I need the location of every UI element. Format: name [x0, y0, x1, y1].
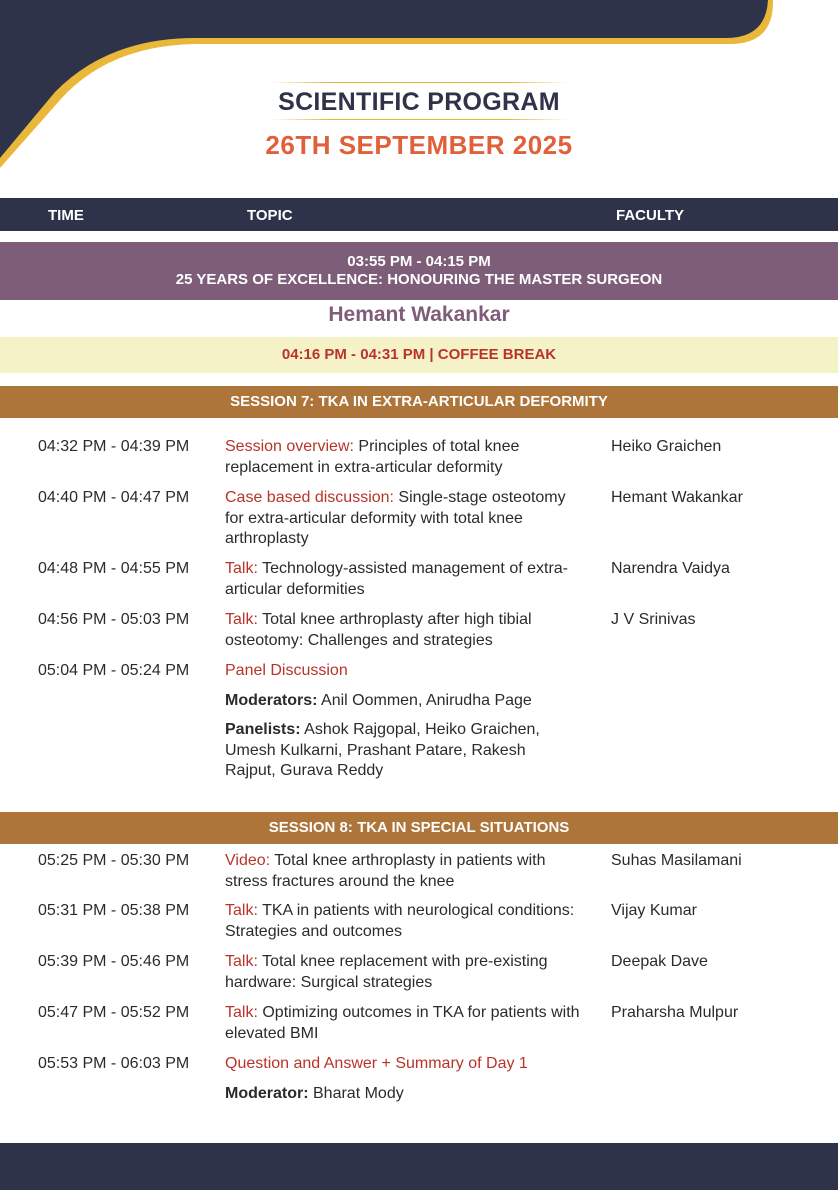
row-time: 05:04 PM - 05:24 PM: [38, 662, 190, 679]
row-time: 04:32 PM - 04:39 PM: [38, 438, 190, 455]
moderators-label: Moderators:: [225, 691, 318, 709]
row-topic: [225, 559, 580, 600]
tribute-title: 25 YEARS OF EXCELLENCE: HONOURING THE MASTER SURGEON: [175, 271, 663, 288]
session-8-header: SESSION 8: TKA IN SPECIAL SITUATIONS: [0, 812, 838, 844]
column-header-topic: TOPIC: [247, 207, 293, 224]
topic-text: Total knee replacement with pre-existing hardware: Surgical strategies: [225, 953, 548, 991]
row-faculty: Narendra Vaidya: [611, 560, 730, 577]
qa-label: Question and Answer + Summary of Day 1: [225, 1055, 528, 1072]
row-faculty: Suhas Masilamani: [611, 852, 742, 869]
topic-type-label: Talk:: [225, 560, 258, 577]
row-time: 04:56 PM - 05:03 PM: [38, 611, 190, 628]
table-header: [0, 198, 838, 231]
coffee-break-banner: 04:16 PM - 04:31 PM | COFFEE BREAK: [0, 337, 838, 373]
row-time: 05:53 PM - 06:03 PM: [38, 1055, 190, 1072]
panel-panelists: [225, 720, 580, 782]
title-rule-bottom: [269, 119, 569, 120]
tribute-time: 03:55 PM - 04:15 PM: [347, 253, 491, 270]
panelists-label: Panelists:: [225, 721, 301, 738]
row-topic: [225, 1054, 605, 1104]
tribute-banner: [0, 242, 838, 300]
topic-text: Technology-assisted management of extra-articular deformities: [225, 560, 568, 598]
row-time: 05:25 PM - 05:30 PM: [38, 852, 190, 869]
row-time: 05:39 PM - 05:46 PM: [38, 953, 190, 970]
topic-text: Principles of total knee replacement in extra-articular deformity: [225, 438, 520, 476]
session-7-header: SESSION 7: TKA IN EXTRA-ARTICULAR DEFORMITY: [0, 386, 838, 418]
panel-moderators: [225, 691, 580, 712]
program-title-block: [0, 82, 838, 160]
row-topic: [225, 1003, 580, 1044]
row-faculty: Hemant Wakankar: [611, 489, 743, 506]
row-time: 04:48 PM - 04:55 PM: [38, 560, 190, 577]
row-time: 05:31 PM - 05:38 PM: [38, 902, 190, 919]
footer-bar: [0, 1143, 838, 1190]
row-topic: [225, 661, 580, 782]
row-time: 04:40 PM - 04:47 PM: [38, 489, 190, 506]
row-topic: [225, 610, 580, 651]
row-topic: [225, 437, 580, 478]
row-faculty: J V Srinivas: [611, 611, 696, 628]
program-date: 26TH SEPTEMBER 2025: [265, 130, 573, 160]
column-header-faculty: FACULTY: [616, 207, 685, 224]
topic-text: Total knee arthroplasty in patients with stress fractures around the knee: [225, 852, 546, 890]
row-topic: [225, 901, 580, 942]
qa-moderator: [225, 1084, 605, 1105]
row-topic: [225, 851, 580, 892]
topic-type-label: Talk:: [225, 902, 258, 919]
row-topic: [225, 488, 580, 550]
row-faculty: Deepak Dave: [611, 953, 708, 970]
topic-type-label: Talk:: [225, 611, 258, 628]
row-faculty: Praharsha Mulpur: [611, 1004, 739, 1021]
topic-text: Single-stage osteotomy for extra-articular deformity with total knee arthroplasty: [225, 489, 566, 547]
row-time: 05:47 PM - 05:52 PM: [38, 1004, 190, 1021]
topic-type-label: Case based discussion:: [225, 489, 394, 506]
topic-type-label: Talk:: [225, 1004, 258, 1021]
topic-type-label: Talk:: [225, 953, 258, 970]
topic-text: Total knee arthroplasty after high tibial osteotomy: Challenges and strategies: [225, 611, 532, 649]
row-faculty: Vijay Kumar: [611, 902, 697, 919]
panelists-names: Ashok Rajgopal, Heiko Graichen, Umesh Kulkarni, Prashant Patare, Rakesh Rajput, Gurava Reddy: [225, 721, 540, 779]
page-title: SCIENTIFIC PROGRAM: [278, 88, 560, 116]
tribute-honoree: Hemant Wakankar: [328, 303, 510, 326]
moderator-name: Bharat Mody: [308, 1084, 404, 1102]
row-faculty: Heiko Graichen: [611, 438, 722, 455]
topic-type-label: Session overview:: [225, 438, 354, 455]
row-topic: [225, 952, 580, 993]
topic-text: Optimizing outcomes in TKA for patients with elevated BMI: [225, 1004, 580, 1042]
topic-type-label: Video:: [225, 852, 271, 869]
panel-discussion-label: Panel Discussion: [225, 662, 348, 679]
topic-text: TKA in patients with neurological conditions: Strategies and outcomes: [225, 902, 575, 940]
moderators-names: Anil Oommen, Anirudha Page: [317, 691, 532, 709]
moderator-label: Moderator:: [225, 1084, 309, 1102]
column-header-time: TIME: [48, 207, 84, 224]
